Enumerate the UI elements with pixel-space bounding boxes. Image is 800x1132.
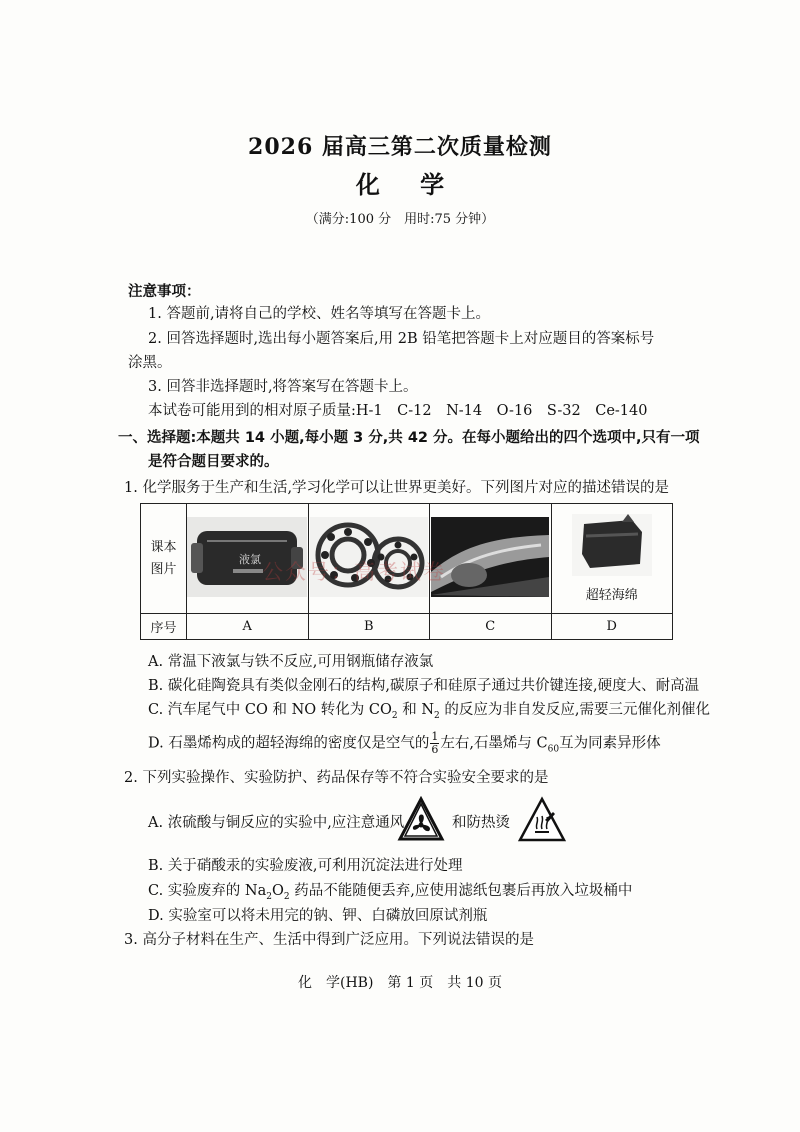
section-1-heading-cont: 是符合题目要求的。 xyxy=(148,454,279,470)
cylinder-label: 液氯 xyxy=(239,552,262,566)
exam-meta: （满分:100 分 用时:75 分钟） xyxy=(305,212,495,227)
q1-option-b: B. 碳化硅陶瓷具有类似金刚石的结构,碳原子和硅原子通过共价键连接,硬度大、耐高温 xyxy=(148,678,700,694)
hot-surface-warning-icon xyxy=(517,796,567,844)
q1-stem: 1. 化学服务于生产和生活,学习化学可以让世界更美好。下列图片对应的描述错误的是 xyxy=(124,480,670,496)
catalytic-converter-image xyxy=(431,517,549,597)
letter-d: D xyxy=(551,614,673,640)
q1-option-c: C. 汽车尾气中 CO 和 NO 转化为 $CO_2$ 和 $N_2$ 的反应为非自发反应,需要三元催化剂催化 xyxy=(148,702,710,721)
note-2: 2. 回答选择题时,选出每小题答案后,用 2B 铅笔把答题卡上对应题目的答案标号 xyxy=(148,331,655,347)
page-footer: 化 学(HB) 第 1 页 共 10 页 xyxy=(298,975,502,991)
section-1-heading: 一、选择题:本题共 14 小题,每小题 3 分,共 42 分。在每小题给出的四个选项中,只有一项 xyxy=(118,430,700,446)
q2-option-b: B. 关于硝酸汞的实验废液,可利用沉淀法进行处理 xyxy=(148,858,463,874)
picture-c-cell xyxy=(430,504,552,614)
q2-option-d: D. 实验室可以将未用完的钠、钾、白磷放回原试剂瓶 xyxy=(148,908,488,924)
note-1: 1. 答题前,请将自己的学校、姓名等填写在答题卡上。 xyxy=(148,306,491,322)
q2-option-a-text-2: 和防热烫 xyxy=(452,815,510,831)
caption-d: 超轻海绵 xyxy=(585,588,638,603)
exam-title: 2026 届高三第二次质量检测 xyxy=(248,134,552,160)
ultralight-sponge-image xyxy=(572,514,652,576)
letter-b: B xyxy=(308,614,430,640)
fraction-one-sixth: $\frac{1}{6}$ xyxy=(431,730,439,756)
letter-c: C xyxy=(430,614,552,640)
note-2-cont: 涂黑。 xyxy=(128,355,172,371)
ventilation-warning-icon xyxy=(397,796,445,844)
row-header-index: 序号 xyxy=(141,614,187,640)
letter-a: A xyxy=(187,614,309,640)
picture-d-cell xyxy=(551,504,673,614)
q2-option-c: C. 实验废弃的 $Na_2O_2$ 药品不能随便丢弃,应使用滤纸包裹后再放入垃圾桶中 xyxy=(148,883,633,902)
atomic-masses: 本试卷可能用到的相对原子质量:H-1 C-12 N-14 O-16 S-32 Ce-140 xyxy=(148,403,648,419)
q3-stem: 3. 高分子材料在生产、生活中得到广泛应用。下列说法错误的是 xyxy=(124,932,534,948)
watermark: 公众号：高考试卷 xyxy=(262,560,446,584)
note-3: 3. 回答非选择题时,将答案写在答题卡上。 xyxy=(148,379,418,395)
q2-option-a-text: A. 浓硫酸与铜反应的实验中,应注意通风 xyxy=(148,815,405,831)
notes-heading: 注意事项： xyxy=(128,284,201,300)
q1-option-a: A. 常温下液氯与铁不反应,可用钢瓶储存液氯 xyxy=(148,654,434,670)
q1-option-d: D. 石墨烯构成的超轻海绵的密度仅是空气的 $\frac{1}{6}$ 左右,石墨烯与 $C_{60}$互为同素异形体 xyxy=(148,730,661,756)
row-header-pictures: 课本 图片 xyxy=(141,504,187,614)
q2-stem: 2. 下列实验操作、实验防护、药品保存等不符合实验安全要求的是 xyxy=(124,770,549,786)
exam-subject: 化 学 xyxy=(355,170,461,199)
